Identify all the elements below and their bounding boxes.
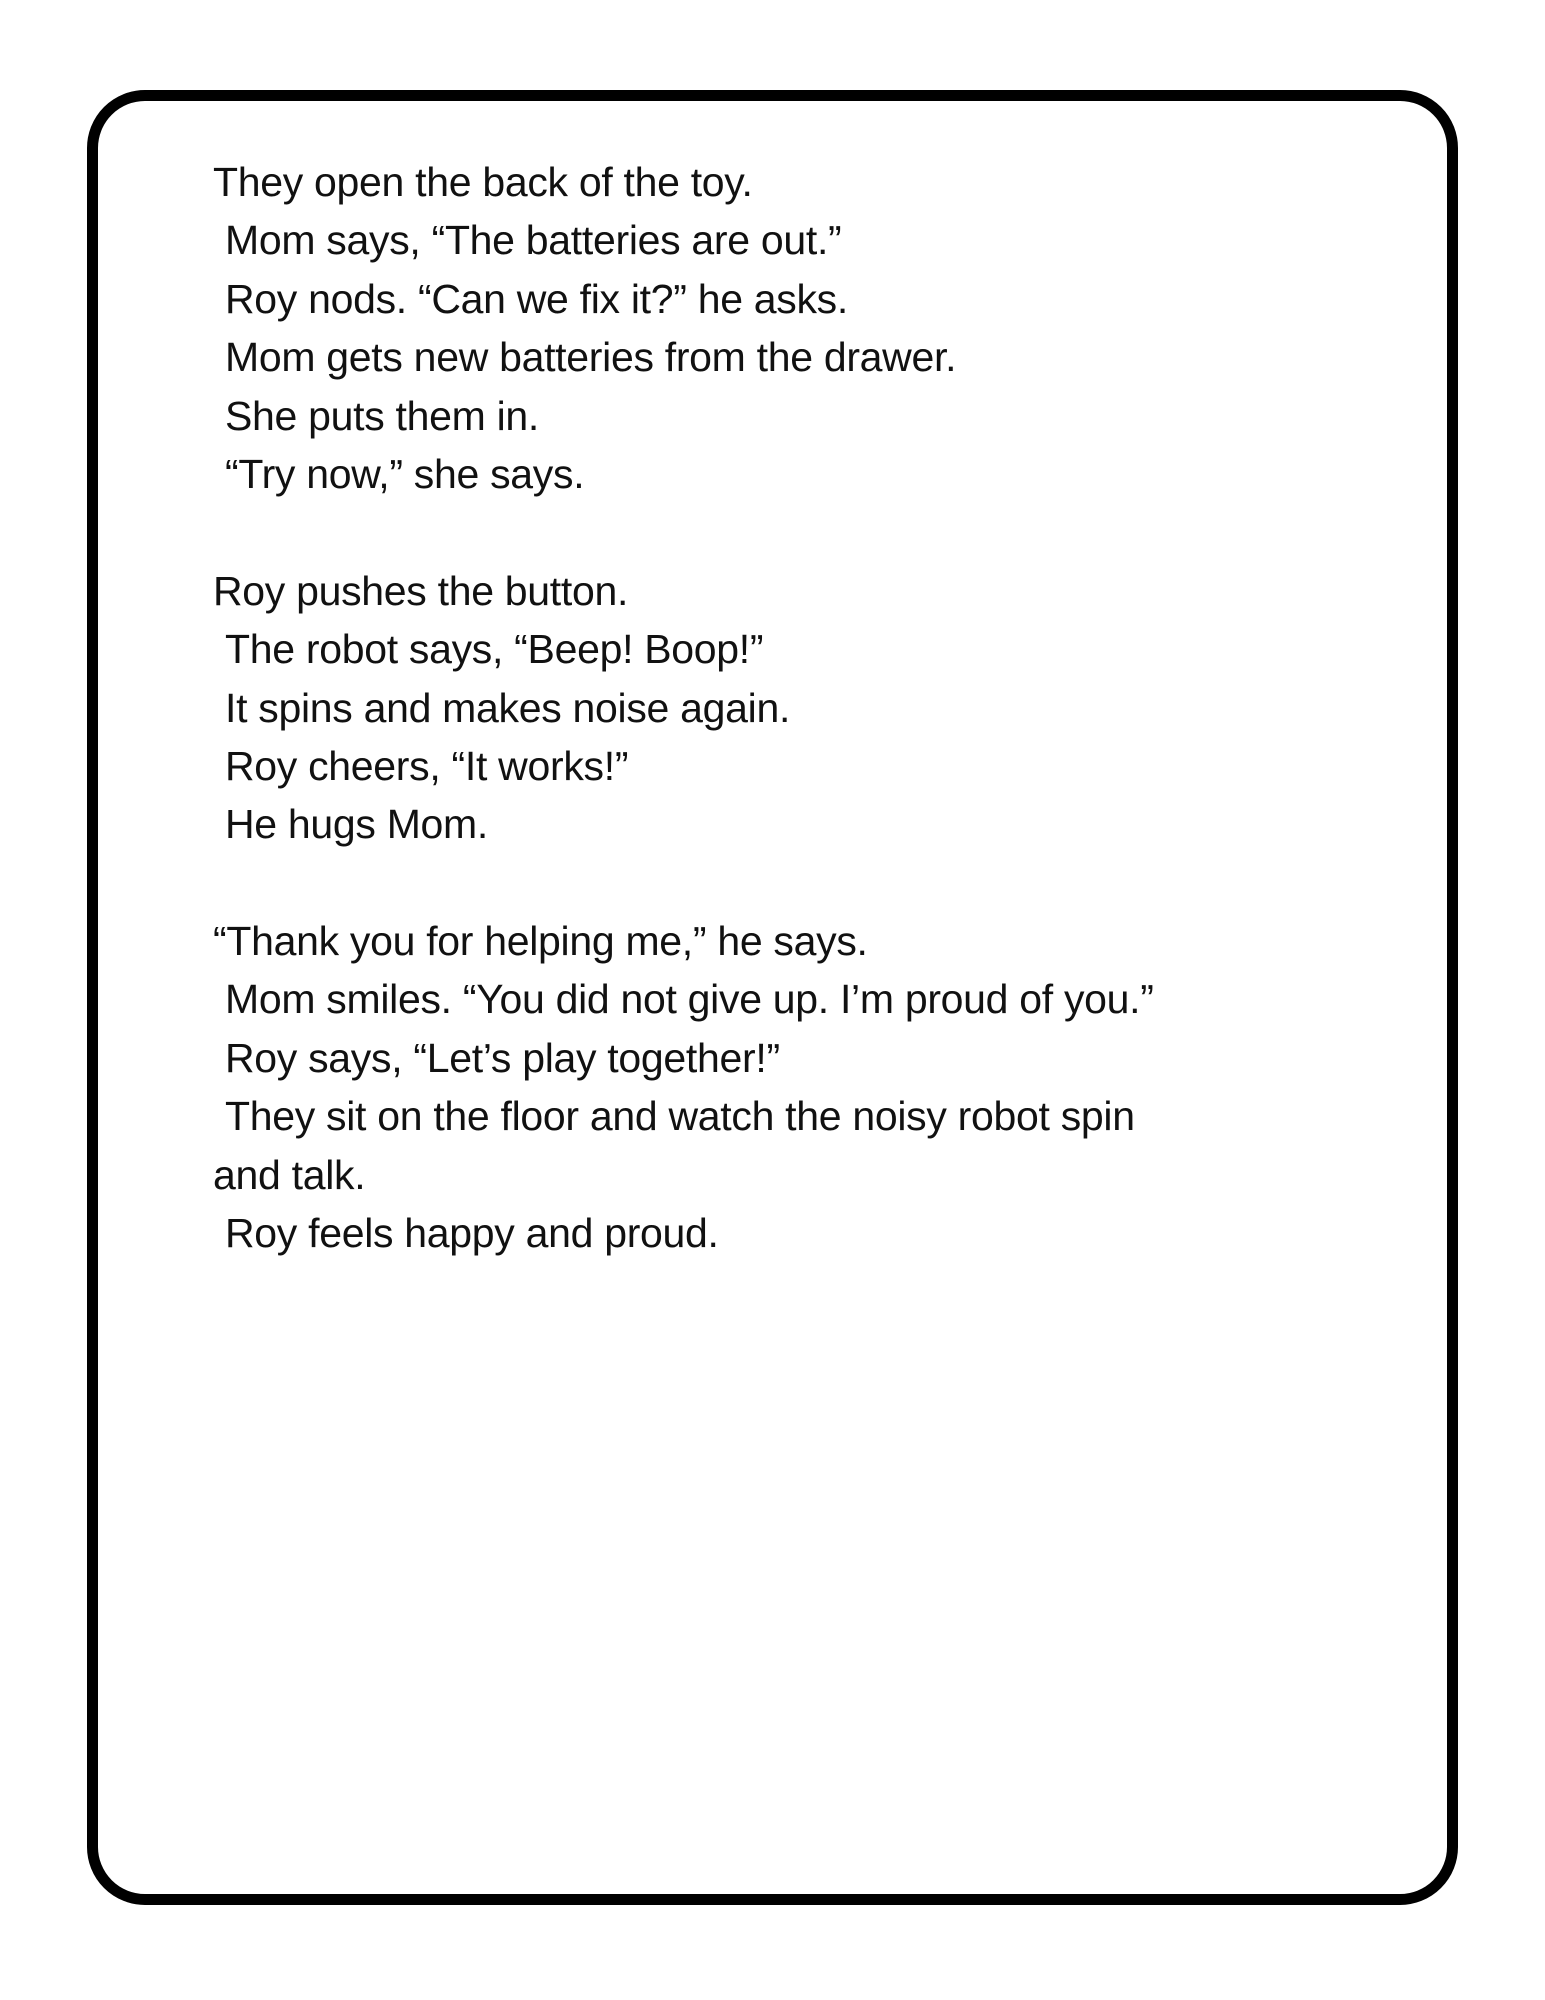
story-line: Roy cheers, “It works!” xyxy=(225,742,629,789)
story-line: Roy pushes the button. xyxy=(213,567,629,614)
story-line: Mom says, “The batteries are out.” xyxy=(225,217,842,264)
paragraph xyxy=(213,912,1333,1262)
story-line: “Thank you for helping me,” he says. xyxy=(213,918,868,965)
story-line: The robot says, “Beep! Boop!” xyxy=(225,626,764,673)
story-line: They sit on the floor and watch the noisy robot spin xyxy=(225,1093,1135,1140)
story-line: Roy feels happy and proud. xyxy=(225,1210,719,1257)
story-line: and talk. xyxy=(213,1151,366,1198)
story-line: Mom smiles. “You did not give up. I’m proud of you.” xyxy=(225,976,1154,1023)
paragraph-gap xyxy=(213,503,1333,561)
story-line: “Try now,” she says. xyxy=(225,450,585,497)
paragraph xyxy=(213,153,1333,503)
story-text xyxy=(213,153,1333,1262)
story-line: He hugs Mom. xyxy=(225,801,489,848)
story-line: Mom gets new batteries from the drawer. xyxy=(225,334,957,381)
story-line: They open the back of the toy. xyxy=(213,159,753,205)
paragraph-gap xyxy=(213,854,1333,912)
story-line: She puts them in. xyxy=(225,392,539,439)
story-line: Roy nods. “Can we fix it?” he asks. xyxy=(225,275,848,322)
story-line: Roy says, “Let’s play together!” xyxy=(225,1034,780,1081)
story-line: It spins and makes noise again. xyxy=(225,684,791,731)
paragraph xyxy=(213,562,1333,854)
